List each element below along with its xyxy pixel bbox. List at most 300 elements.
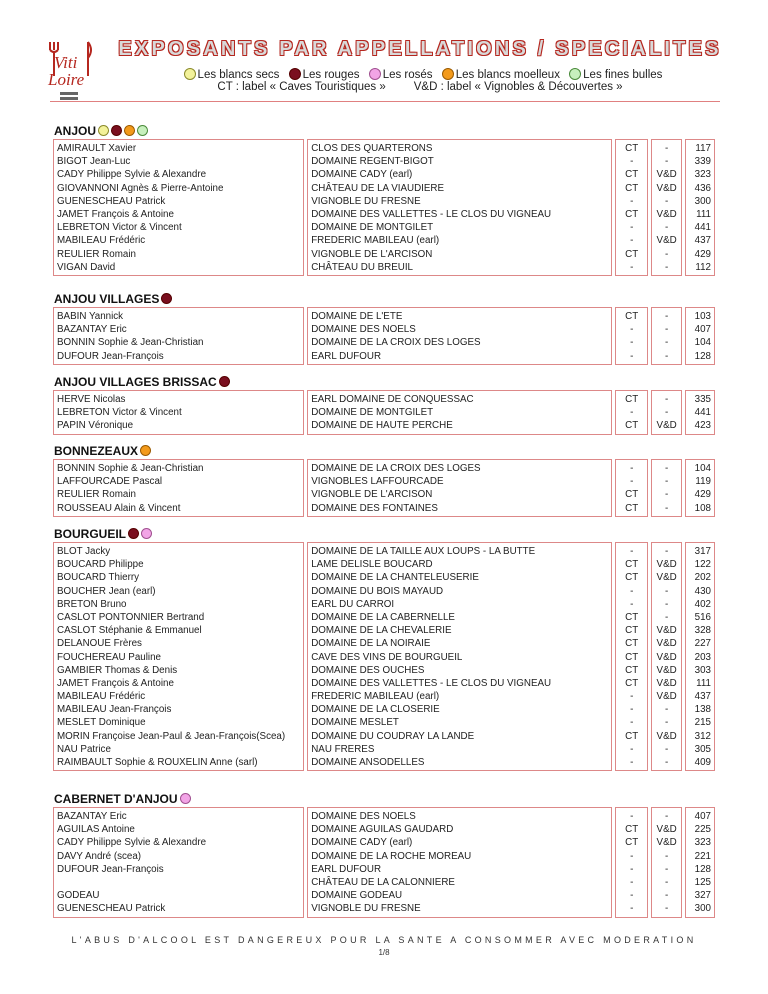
stand-number: 112: [695, 261, 711, 273]
domain-name: FREDERIC MABILEAU (earl): [311, 235, 440, 247]
ct-label: -: [630, 903, 634, 915]
domain-name: DOMAINE CADY (earl): [311, 169, 413, 181]
exhibitor-table: [53, 307, 715, 365]
stand-number: 335: [694, 394, 711, 405]
vd-label: -: [664, 611, 669, 623]
domain-name: DOMAINE DE HAUTE PERCHE: [311, 420, 453, 432]
exhibitor-name: MABILEAU Frédéric: [57, 691, 146, 703]
exhibitor-name: FOUCHEREAU Pauline: [57, 651, 161, 663]
section-anjou-villages: [53, 291, 715, 365]
exhibitor-name: CASLOT Stéphanie & Emmanuel: [57, 625, 202, 637]
ct-label: -: [630, 324, 634, 336]
exhibitor-name: MORIN Françoise Jean-Paul & Jean-François(Scea): [57, 730, 286, 742]
section-title: [53, 791, 715, 807]
vd-label: V&D: [656, 625, 677, 637]
stand-number: 108: [694, 502, 711, 514]
domain-name: DOMAINE DES NOELS: [311, 324, 416, 336]
stand-number: 138: [694, 704, 711, 716]
vd-label: -: [664, 489, 669, 501]
stand-number: 407: [694, 324, 711, 336]
ct-label: CT: [625, 169, 639, 181]
vd-label: V&D: [656, 572, 677, 584]
stand-number: 103: [694, 311, 711, 322]
stand-number: 117: [695, 143, 711, 154]
domain-name: NAU FRERES: [311, 743, 375, 755]
vd-label: -: [664, 598, 669, 610]
exhibitor-name: CADY Philippe Sylvie & Alexandre: [57, 169, 207, 181]
exhibitor-name: GAMBIER Thomas & Denis: [57, 664, 178, 676]
ct-label: -: [630, 743, 634, 755]
exhibitor-name: [57, 876, 300, 889]
red-dot-icon: [289, 68, 301, 80]
domain-name: DOMAINE ANSODELLES: [311, 757, 425, 768]
domain-name: VIGNOBLES LAFFOURCADE: [311, 476, 444, 488]
vd-label: V&D: [656, 182, 677, 194]
exhibitor-name: DUFOUR Jean-François: [57, 863, 164, 875]
domain-name: DOMAINE DE LA CABERNELLE: [311, 611, 455, 623]
domain-name: DOMAINE DE LA CHANTELEUSERIE: [311, 572, 479, 584]
domain-name: CHÂTEAU DU BREUIL: [311, 261, 413, 273]
vd-label: -: [664, 811, 669, 822]
domain-name: DOMAINE GODEAU: [311, 890, 403, 902]
names-column: [53, 139, 304, 276]
stand-number: 437: [694, 235, 711, 247]
section-anjou: [53, 123, 715, 276]
ct-label: CT: [625, 559, 639, 571]
page-title: EXPOSANTS PAR APPELLATIONS / SPECIALITES: [118, 38, 722, 60]
domain-name: DOMAINE DES OUCHES: [311, 664, 425, 676]
exhibitor-name: RAIMBAULT Sophie & ROUXELIN Anne (sarl): [57, 757, 258, 768]
ct-label: -: [630, 691, 634, 703]
vd-label: V&D: [656, 208, 677, 220]
ct-label: -: [630, 876, 634, 888]
stand-number: 441: [694, 222, 711, 234]
moelleux-dot-icon: [442, 68, 454, 80]
domain-name: VIGNOBLE DU FRESNE: [311, 195, 421, 207]
vd-label: -: [664, 156, 669, 168]
rose-dot-icon: [180, 793, 191, 804]
stand-number: 111: [696, 677, 711, 689]
vd-label: -: [664, 876, 669, 888]
stand-number: 407: [694, 811, 711, 822]
domain-name: DOMAINE DES VALLETTES - LE CLOS DU VIGNEAU: [311, 208, 552, 220]
stand-number: 409: [694, 757, 711, 768]
logo-text-2: Loire: [48, 70, 85, 89]
stand-number: 323: [694, 837, 711, 849]
stand-number: 128: [694, 350, 711, 362]
ct-label: CT: [625, 638, 639, 650]
exhibitor-name: GODEAU: [57, 890, 100, 902]
ct-label: -: [630, 704, 634, 716]
vd-label: -: [664, 476, 669, 488]
ct-label: -: [630, 195, 634, 207]
exhibitor-name: BOUCARD Philippe: [57, 559, 144, 571]
stand-number: 436: [694, 182, 711, 194]
ct-label: CT: [625, 572, 639, 584]
ct-label: CT: [625, 625, 639, 637]
stand-number: 202: [694, 572, 711, 584]
stand-number: 423: [694, 420, 711, 432]
rose-dot-icon: [369, 68, 381, 80]
domains-column: [307, 542, 612, 771]
vd-label: -: [664, 394, 669, 405]
ct-label: -: [630, 811, 634, 822]
exhibitor-name: BAZANTAY Eric: [57, 811, 127, 822]
vd-column: [651, 542, 682, 771]
vd-label: V&D: [656, 824, 677, 836]
vd-label: -: [664, 222, 669, 234]
domain-name: VIGNOBLE DE L'ARCISON: [311, 248, 433, 260]
domain-name: CLOS DES QUARTERONS: [311, 143, 433, 154]
stand-number: 441: [694, 407, 711, 419]
vd-label: -: [664, 743, 669, 755]
vd-column: [651, 459, 682, 517]
exhibitor-name: BIGOT Jean-Luc: [57, 156, 131, 168]
legend-ct: CT : label « Caves Touristiques »: [217, 81, 386, 93]
vd-label: -: [664, 704, 669, 716]
vd-label: -: [664, 903, 669, 915]
section-cabernet-danjou: [53, 791, 715, 918]
vd-label: -: [664, 890, 669, 902]
names-column: [53, 390, 304, 435]
stand-number: 119: [695, 476, 711, 488]
stand-number: 328: [694, 625, 711, 637]
vd-label: V&D: [656, 559, 677, 571]
section-title: [53, 123, 715, 139]
nums-column: [685, 139, 715, 276]
logo-text-1: Viti: [54, 53, 78, 72]
domain-name: VIGNOBLE DE L'ARCISON: [311, 489, 433, 501]
domain-name: DOMAINE DE LA NOIRAIE: [311, 638, 431, 650]
domain-name: DOMAINE DES NOELS: [311, 811, 416, 822]
ct-label: -: [630, 350, 634, 362]
vd-label: -: [664, 585, 669, 597]
vd-column: [651, 807, 682, 918]
ct-label: -: [630, 222, 634, 234]
stand-number: 215: [694, 717, 711, 729]
stand-number: 125: [694, 876, 711, 888]
stand-number: 317: [694, 546, 711, 557]
exhibitor-name: BAZANTAY Eric: [57, 324, 127, 336]
domain-name: DOMAINE DES FONTAINES: [311, 502, 438, 514]
exhibitor-name: LEBRETON Victor & Vincent: [57, 407, 182, 419]
vd-label: V&D: [656, 837, 677, 849]
stand-number: 104: [694, 463, 711, 474]
vd-label: -: [664, 407, 669, 419]
domain-name: FREDERIC MABILEAU (earl): [311, 691, 440, 703]
vd-label: -: [664, 850, 669, 862]
stand-number: 221: [694, 850, 711, 862]
domain-name: EARL DOMAINE DE CONQUESSAC: [311, 394, 474, 405]
domains-column: [307, 139, 612, 276]
red-dot-icon: [219, 376, 230, 387]
vd-label: -: [664, 337, 669, 349]
ct-label: -: [630, 717, 634, 729]
domain-name: CHÂTEAU DE LA VIAUDIERE: [311, 182, 445, 194]
nums-column: [685, 459, 715, 517]
exhibitor-name: GIOVANNONI Agnès & Pierre-Antoine: [57, 182, 224, 194]
exhibitor-name: BABIN Yannick: [57, 311, 124, 322]
vd-label: -: [664, 463, 669, 474]
domain-name: DOMAINE DE LA CLOSERIE: [311, 704, 440, 716]
appellation-name: BOURGUEIL: [54, 527, 126, 541]
ct-label: CT: [625, 651, 639, 663]
ct-label: -: [630, 261, 634, 273]
section-title: [53, 526, 715, 542]
ct-label: -: [630, 598, 634, 610]
color-legend: [110, 68, 730, 81]
exhibitor-name: MABILEAU Jean-François: [57, 704, 172, 716]
exhibitor-name: MABILEAU Frédéric: [57, 235, 146, 247]
domain-name: DOMAINE DE LA CROIX DES LOGES: [311, 463, 481, 474]
domains-column: [307, 459, 612, 517]
vd-column: [651, 139, 682, 276]
vd-column: [651, 390, 682, 435]
vitiloire-logo: [44, 36, 100, 106]
exhibitor-name: JAMET François & Antoine: [57, 208, 174, 220]
ct-label: CT: [625, 394, 639, 405]
exhibitor-table: [53, 139, 715, 276]
rose-dot-icon: [141, 528, 152, 539]
white-dot-icon: [184, 68, 196, 80]
legend-bulles: Les fines bulles: [583, 69, 663, 81]
section-title: [53, 443, 715, 459]
domain-name: LAME DELISLE BOUCARD: [311, 559, 433, 571]
vd-label: -: [664, 143, 669, 154]
ct-label: CT: [625, 730, 639, 742]
ct-label: CT: [625, 208, 639, 220]
red-dot-icon: [128, 528, 139, 539]
domains-column: [307, 307, 612, 365]
stand-number: 225: [694, 824, 711, 836]
stand-number: 203: [694, 651, 711, 663]
domain-name: DOMAINE DE LA ROCHE MOREAU: [311, 850, 472, 862]
domain-name: EARL DUFOUR: [311, 350, 382, 362]
domain-name: DOMAINE DU BOIS MAYAUD: [311, 585, 444, 597]
moel-dot-icon: [124, 125, 135, 136]
stand-number: 327: [694, 890, 711, 902]
domain-name: DOMAINE DE MONTGILET: [311, 407, 434, 419]
page-number: 1/8: [378, 948, 390, 957]
vd-label: -: [664, 324, 669, 336]
vd-label: V&D: [656, 638, 677, 650]
ct-column: [615, 807, 648, 918]
exhibitor-name: HERVE Nicolas: [57, 394, 126, 405]
names-column: [53, 807, 304, 918]
ct-label: CT: [625, 143, 639, 154]
stand-number: 300: [694, 903, 711, 915]
domain-name: DOMAINE DE L'ETE: [311, 311, 403, 322]
exhibitor-name: LEBRETON Victor & Vincent: [57, 222, 182, 234]
vd-label: -: [664, 717, 669, 729]
ct-column: [615, 459, 648, 517]
exhibitor-name: MESLET Dominique: [57, 717, 146, 729]
stand-number: 429: [694, 248, 711, 260]
exhibitor-table: [53, 390, 715, 435]
exhibitor-name: AMIRAULT Xavier: [57, 143, 137, 154]
stand-number: 111: [696, 208, 711, 220]
exhibitor-name: DELANOUE Frères: [57, 638, 142, 650]
vd-label: V&D: [656, 169, 677, 181]
stand-number: 305: [694, 743, 711, 755]
domain-name: DOMAINE MESLET: [311, 717, 399, 729]
exhibitor-name: AGUILAS Antoine: [57, 824, 135, 836]
domain-name: DOMAINE AGUILAS GAUDARD: [311, 824, 454, 836]
stand-number: 437: [694, 691, 711, 703]
exhibitor-name: JAMET François & Antoine: [57, 677, 174, 689]
label-legend: [110, 81, 730, 93]
ct-label: CT: [625, 311, 639, 322]
vd-label: V&D: [656, 651, 677, 663]
ct-label: CT: [625, 677, 639, 689]
legend-moelleux: Les blancs moelleux: [455, 69, 560, 81]
bulle-dot-icon: [137, 125, 148, 136]
stand-number: 300: [694, 195, 711, 207]
ct-label: CT: [625, 420, 639, 432]
exhibitor-name: BRETON Bruno: [57, 598, 127, 610]
exhibitor-name: NAU Patrice: [57, 743, 111, 755]
ct-column: [615, 390, 648, 435]
ct-column: [615, 307, 648, 365]
appellation-name: BONNEZEAUX: [54, 444, 139, 458]
stand-number: 323: [694, 169, 711, 181]
domain-name: DOMAINE DE LA CROIX DES LOGES: [311, 337, 481, 349]
domain-name: DOMAINE DE LA CHEVALERIE: [311, 625, 452, 637]
vd-label: -: [664, 350, 669, 362]
domain-name: CAVE DES VINS DE BOURGUEIL: [311, 651, 463, 663]
ct-label: CT: [625, 611, 639, 623]
exhibitor-name: BLOT Jacky: [57, 546, 111, 557]
domains-column: [307, 390, 612, 435]
ct-label: -: [630, 546, 634, 557]
exhibitor-name: LAFFOURCADE Pascal: [57, 476, 163, 488]
ct-column: [615, 542, 648, 771]
appellation-name: ANJOU: [54, 124, 97, 138]
stand-number: 104: [694, 337, 711, 349]
ct-label: -: [630, 235, 634, 247]
ct-label: -: [630, 407, 634, 419]
domain-name: VIGNOBLE DU FRESNE: [311, 903, 421, 915]
nums-column: [685, 807, 715, 918]
ct-label: -: [630, 585, 634, 597]
nums-column: [685, 542, 715, 771]
legend-white: Les blancs secs: [197, 69, 280, 81]
domain-name: DOMAINE DE MONTGILET: [311, 222, 434, 234]
ct-label: -: [630, 850, 634, 862]
exhibitor-name: GUENESCHEAU Patrick: [57, 195, 166, 207]
vd-label: -: [664, 757, 669, 768]
vd-label: -: [664, 863, 669, 875]
red-dot-icon: [161, 293, 172, 304]
exhibitor-name: REULIER Romain: [57, 489, 136, 501]
section-title: [53, 374, 715, 390]
stand-number: 128: [694, 863, 711, 875]
ct-label: -: [630, 890, 634, 902]
vd-label: V&D: [656, 730, 677, 742]
exhibitor-name: BONNIN Sophie & Jean-Christian: [57, 337, 204, 349]
vd-label: -: [664, 311, 669, 322]
stand-number: 227: [694, 638, 711, 650]
exhibitor-name: GUENESCHEAU Patrick: [57, 903, 166, 915]
stand-number: 303: [694, 664, 711, 676]
exhibitor-name: DAVY André (scea): [57, 850, 142, 862]
stand-number: 516: [694, 611, 711, 623]
ct-label: -: [630, 156, 634, 168]
section-anjou-villages-brissac: [53, 374, 715, 435]
vd-label: V&D: [656, 677, 677, 689]
appellation-name: CABERNET D'ANJOU: [54, 792, 178, 806]
section-title: [53, 291, 715, 307]
ct-column: [615, 139, 648, 276]
domains-column: [307, 807, 612, 918]
exhibitor-name: BOUCHER Jean (earl): [57, 585, 156, 597]
vd-label: V&D: [656, 691, 677, 703]
nums-column: [685, 307, 715, 365]
vd-label: V&D: [656, 664, 677, 676]
ct-label: CT: [625, 664, 639, 676]
exhibitor-name: CADY Philippe Sylvie & Alexandre: [57, 837, 207, 849]
legend-rose: Les rosés: [382, 69, 433, 81]
appellation-name: ANJOU VILLAGES: [54, 292, 160, 306]
ct-label: CT: [625, 824, 639, 836]
exhibitor-table: [53, 807, 715, 918]
vd-label: -: [664, 502, 669, 514]
exhibitor-table: [53, 542, 715, 771]
section-bonnezeaux: [53, 443, 715, 517]
stand-number: 339: [694, 156, 711, 168]
white-dot-icon: [98, 125, 109, 136]
ct-label: -: [630, 463, 634, 474]
domain-name: CHÂTEAU DE LA CALONNIERE: [311, 876, 455, 888]
ct-label: -: [630, 337, 634, 349]
legend-red: Les rouges: [302, 69, 360, 81]
ct-label: -: [630, 757, 634, 768]
exhibitor-name: REULIER Romain: [57, 248, 136, 260]
stand-number: 402: [694, 598, 711, 610]
domain-name: EARL DUFOUR: [311, 863, 382, 875]
names-column: [53, 307, 304, 365]
names-column: [53, 459, 304, 517]
exhibitor-name: ROUSSEAU Alain & Vincent: [57, 502, 181, 514]
names-column: [53, 542, 304, 771]
stand-number: 122: [694, 559, 711, 571]
domain-name: DOMAINE REGENT-BIGOT: [311, 156, 434, 168]
ct-label: CT: [625, 248, 639, 260]
ct-label: CT: [625, 182, 639, 194]
exhibitor-table: [53, 459, 715, 517]
domain-name: DOMAINE DES VALLETTES - LE CLOS DU VIGNEAU: [311, 677, 552, 689]
ct-label: CT: [625, 502, 639, 514]
vd-label: -: [664, 261, 669, 273]
exhibitor-name: PAPIN Véronique: [57, 420, 134, 432]
bulles-dot-icon: [569, 68, 581, 80]
health-warning: L'ABUS D'ALCOOL EST DANGEREUX POUR LA SANTE A CONSOMMER AVEC MODERATION: [71, 935, 697, 945]
vd-column: [651, 307, 682, 365]
red-dot-icon: [111, 125, 122, 136]
stand-number: 429: [694, 489, 711, 501]
appellation-name: ANJOU VILLAGES BRISSAC: [54, 375, 217, 389]
exhibitor-name: VIGAN David: [57, 261, 116, 273]
ct-label: -: [630, 476, 634, 488]
ct-label: CT: [625, 489, 639, 501]
vd-label: -: [664, 248, 669, 260]
exhibitor-name: BONNIN Sophie & Jean-Christian: [57, 463, 204, 474]
stand-number: 430: [694, 585, 711, 597]
header-divider: [50, 101, 720, 102]
legend-vd: V&D : label « Vignobles & Découvertes »: [413, 81, 623, 93]
ct-label: CT: [625, 837, 639, 849]
domain-name: DOMAINE DU COUDRAY LA LANDE: [311, 730, 475, 742]
